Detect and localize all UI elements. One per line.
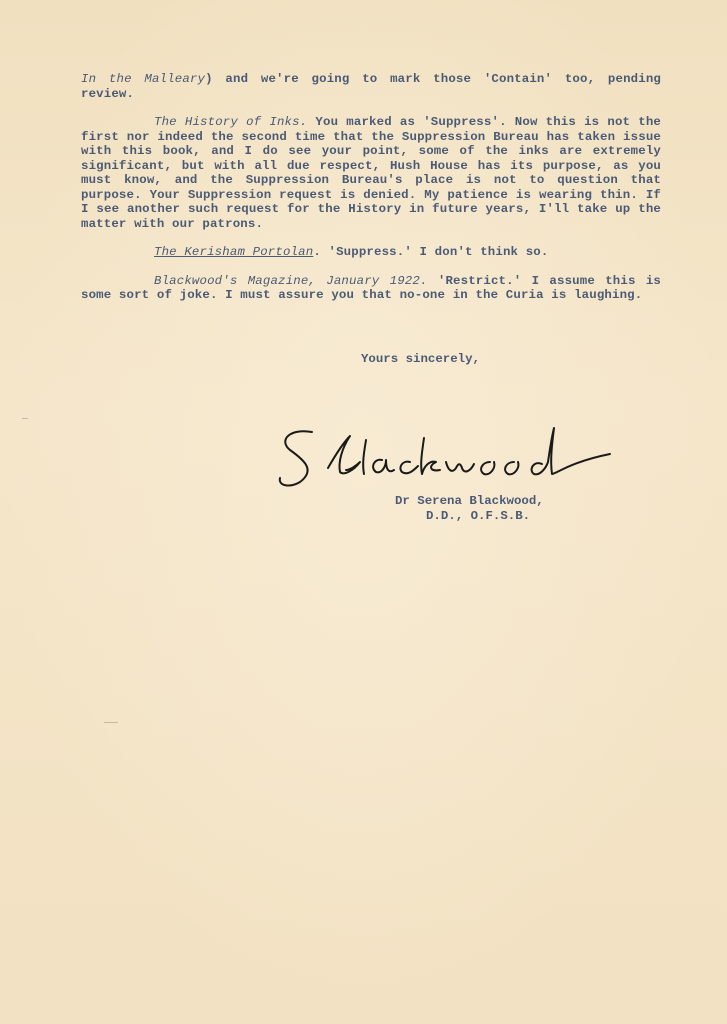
- paragraph-2-text: You marked as 'Suppress'. Now this is not the first nor indeed the second time that the Suppression Bureau has taken issue with this book, and I do see your point, some of the inks are extremely significant, but with all due respect, Hush House has its purpose, as you must know, and the Suppression Bureau's place is not to question that purpose. Your Suppression request is denied. My patience is wearing thin. If I see another such request for the History in future years, I'll take up the matter with our patrons.: [81, 115, 662, 231]
- paragraph-4-text: 'Restrict.' I assume this is some sort of joke. I must assure you that no-one in the Curia is laughing.: [81, 273, 662, 302]
- signer-titles: D.D., O.F.S.B.: [426, 509, 531, 523]
- handwritten-signature: [270, 418, 630, 498]
- paragraph-4: [81, 274, 661, 303]
- signer-name: Dr Serena Blackwood,: [395, 494, 544, 508]
- paragraph-3-text: . 'Suppress.' I don't think so.: [313, 245, 549, 259]
- book-title-kerisham-portolan: The Kerisham Portolan: [154, 245, 314, 259]
- book-title-blackwoods-magazine: Blackwood's Magazine, January 1922.: [154, 273, 428, 288]
- paragraph-1: [81, 72, 661, 101]
- closing-salutation: Yours sincerely,: [361, 352, 480, 366]
- book-title-malleary: In the Malleary: [81, 72, 206, 86]
- paragraph-1-text: ) and we're going to mark those 'Contain' too, pending review.: [81, 72, 661, 101]
- book-title-history-of-inks: The History of Inks.: [154, 115, 308, 129]
- paper-blemish: [104, 722, 118, 723]
- paper-blemish: [22, 418, 28, 419]
- letter-body: [81, 72, 661, 303]
- paragraph-2: [81, 115, 661, 231]
- paragraph-3: [81, 245, 661, 260]
- signer-block: [395, 494, 595, 524]
